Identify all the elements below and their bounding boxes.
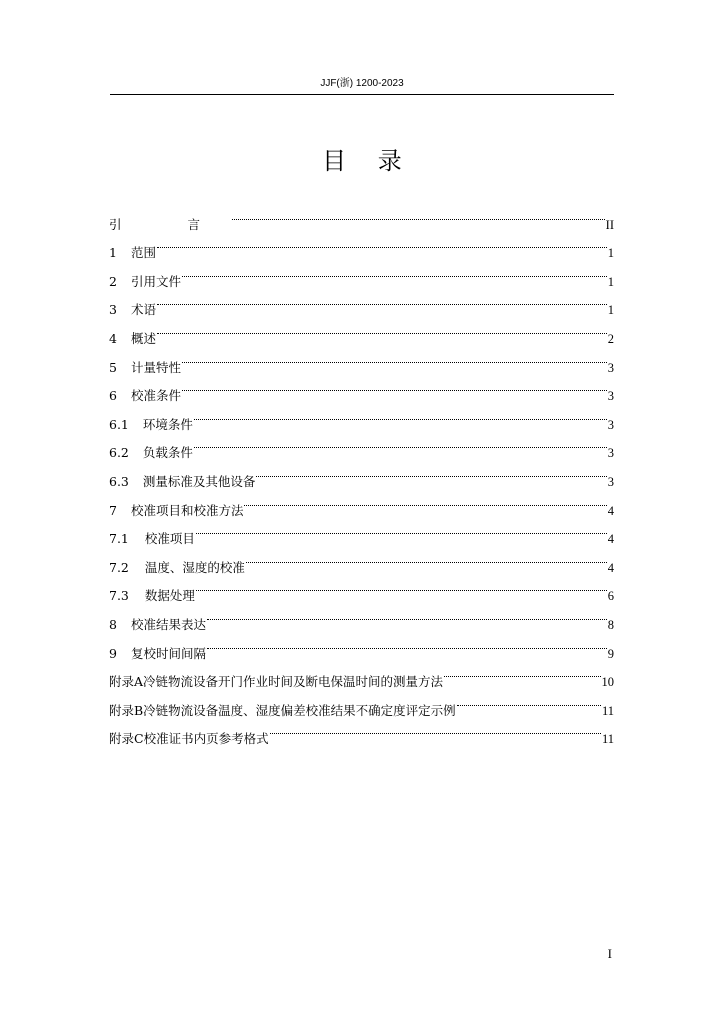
toc-entry[interactable] bbox=[109, 286, 614, 318]
toc-entry-number: 7.2 bbox=[109, 559, 129, 575]
toc-dot-leader bbox=[207, 629, 607, 658]
toc-entry-title: 温度、湿度的校准 bbox=[144, 559, 245, 575]
toc-dot-leader bbox=[194, 400, 607, 429]
toc-entry-label bbox=[109, 382, 181, 411]
toc-entry-label bbox=[109, 640, 206, 669]
toc-entry-number: 7.1 bbox=[109, 531, 129, 547]
toc-entry-page: 3 bbox=[607, 389, 614, 404]
toc-dot-leader bbox=[270, 715, 601, 744]
toc-entry-label bbox=[109, 611, 206, 640]
toc-dot-leader bbox=[157, 286, 607, 315]
toc-entry-number: 3 bbox=[109, 302, 117, 318]
toc-dot-leader bbox=[256, 457, 606, 486]
page-title: 目 录 bbox=[322, 147, 414, 175]
toc-entry-page: 11 bbox=[601, 703, 614, 718]
toc-entry-number: 4 bbox=[109, 330, 117, 346]
toc-dot-leader bbox=[457, 686, 601, 715]
toc-entry-number: 2 bbox=[109, 273, 117, 289]
toc-entry[interactable] bbox=[109, 372, 614, 404]
document-header bbox=[110, 76, 614, 95]
toc-entry-page: 10 bbox=[601, 675, 614, 690]
toc-dot-leader bbox=[196, 572, 607, 601]
toc-entry-label bbox=[109, 582, 195, 611]
toc-entry-number: 6 bbox=[109, 388, 117, 404]
toc-entry-page: 3 bbox=[607, 360, 614, 375]
toc-entry-title: 校准项目 bbox=[144, 531, 195, 547]
toc-entry-title: 复校时间间隔 bbox=[130, 645, 206, 661]
toc-entry[interactable] bbox=[109, 229, 614, 261]
page-number: I bbox=[607, 946, 612, 961]
toc-entry-title: 术语 bbox=[130, 302, 156, 318]
toc-entry-title: 校准项目和校准方法 bbox=[130, 502, 244, 518]
toc-entry-title: 概述 bbox=[130, 330, 156, 346]
toc-entry-number: 7 bbox=[109, 502, 117, 518]
toc-dot-leader bbox=[194, 429, 607, 458]
toc-entry-title: 附录B冷链物流设备温度、湿度偏差校准结果不确定度评定示例 bbox=[109, 702, 456, 718]
toc-entry-number: 8 bbox=[109, 616, 117, 632]
toc-entry-page: 4 bbox=[607, 560, 614, 575]
toc-entry-title: 校准结果表达 bbox=[130, 616, 206, 632]
toc-dot-leader bbox=[182, 343, 607, 372]
toc-entry-number: 6.2 bbox=[109, 445, 129, 461]
toc-entry-label bbox=[109, 725, 269, 754]
table-of-contents bbox=[109, 200, 614, 747]
toc-entry[interactable] bbox=[109, 400, 614, 432]
toc-entry-page: 1 bbox=[607, 274, 614, 289]
toc-entry-label bbox=[109, 439, 193, 468]
toc-entry-label bbox=[109, 296, 156, 325]
toc-entry-page: 3 bbox=[607, 446, 614, 461]
toc-entry-label bbox=[109, 411, 193, 440]
toc-entry-label bbox=[109, 325, 156, 354]
toc-dot-leader bbox=[182, 372, 607, 401]
toc-entry-label bbox=[109, 668, 443, 697]
toc-dot-leader bbox=[244, 486, 606, 515]
toc-dot-leader bbox=[246, 543, 607, 572]
toc-dot-leader bbox=[444, 658, 600, 687]
toc-dot-leader bbox=[207, 600, 607, 629]
toc-entry-title: 引用文件 bbox=[130, 273, 181, 289]
toc-dot-leader bbox=[182, 257, 607, 286]
toc-dot-leader bbox=[196, 515, 607, 544]
toc-entry-title: 环境条件 bbox=[142, 416, 193, 432]
toc-entry-page: 4 bbox=[607, 503, 614, 518]
toc-entry-title: 引 言 bbox=[109, 216, 231, 232]
toc-entry-title: 计量特性 bbox=[130, 359, 181, 375]
toc-entry-number: 1 bbox=[109, 245, 117, 261]
toc-entry-page: 11 bbox=[601, 732, 614, 747]
toc-entry-number: 6.3 bbox=[109, 473, 129, 489]
toc-entry-title: 附录A冷链物流设备开门作业时间及断电保温时间的测量方法 bbox=[109, 674, 444, 690]
toc-entry-title: 校准条件 bbox=[130, 388, 181, 404]
toc-entry-title: 负载条件 bbox=[142, 445, 193, 461]
toc-entry-label bbox=[109, 239, 156, 268]
toc-entry-label bbox=[109, 354, 181, 383]
toc-entry-title: 数据处理 bbox=[144, 588, 195, 604]
toc-entry-page: 1 bbox=[607, 303, 614, 318]
toc-entry-page: II bbox=[605, 217, 614, 232]
toc-entry-page: 3 bbox=[607, 417, 614, 432]
toc-dot-leader bbox=[157, 314, 607, 343]
toc-entry[interactable] bbox=[109, 314, 614, 346]
toc-entry[interactable] bbox=[109, 200, 614, 232]
toc-entry[interactable] bbox=[109, 257, 614, 289]
toc-entry-label bbox=[109, 468, 255, 497]
toc-entry-page: 1 bbox=[607, 246, 614, 261]
toc-dot-leader bbox=[232, 200, 605, 229]
toc-entry-page: 9 bbox=[607, 646, 614, 661]
toc-entry-page: 4 bbox=[607, 532, 614, 547]
toc-entry-label bbox=[109, 525, 195, 554]
toc-entry-title: 范围 bbox=[130, 245, 156, 261]
toc-entry-page: 2 bbox=[607, 331, 614, 346]
toc-entry-number: 6.1 bbox=[109, 416, 129, 432]
toc-entry-number: 9 bbox=[109, 645, 117, 661]
toc-dot-leader bbox=[157, 229, 607, 258]
toc-entry-page: 8 bbox=[607, 617, 614, 632]
standard-code: JJF(浙) 1200-2023 bbox=[320, 78, 404, 89]
toc-entry[interactable] bbox=[109, 343, 614, 375]
toc-entry-title: 测量标准及其他设备 bbox=[142, 473, 256, 489]
toc-entry-title: 附录C校准证书内页参考格式 bbox=[109, 731, 269, 747]
toc-entry-number: 5 bbox=[109, 359, 117, 375]
toc-entry-number: 7.3 bbox=[109, 588, 129, 604]
toc-entry-page: 6 bbox=[607, 589, 614, 604]
toc-entry-page: 3 bbox=[607, 474, 614, 489]
